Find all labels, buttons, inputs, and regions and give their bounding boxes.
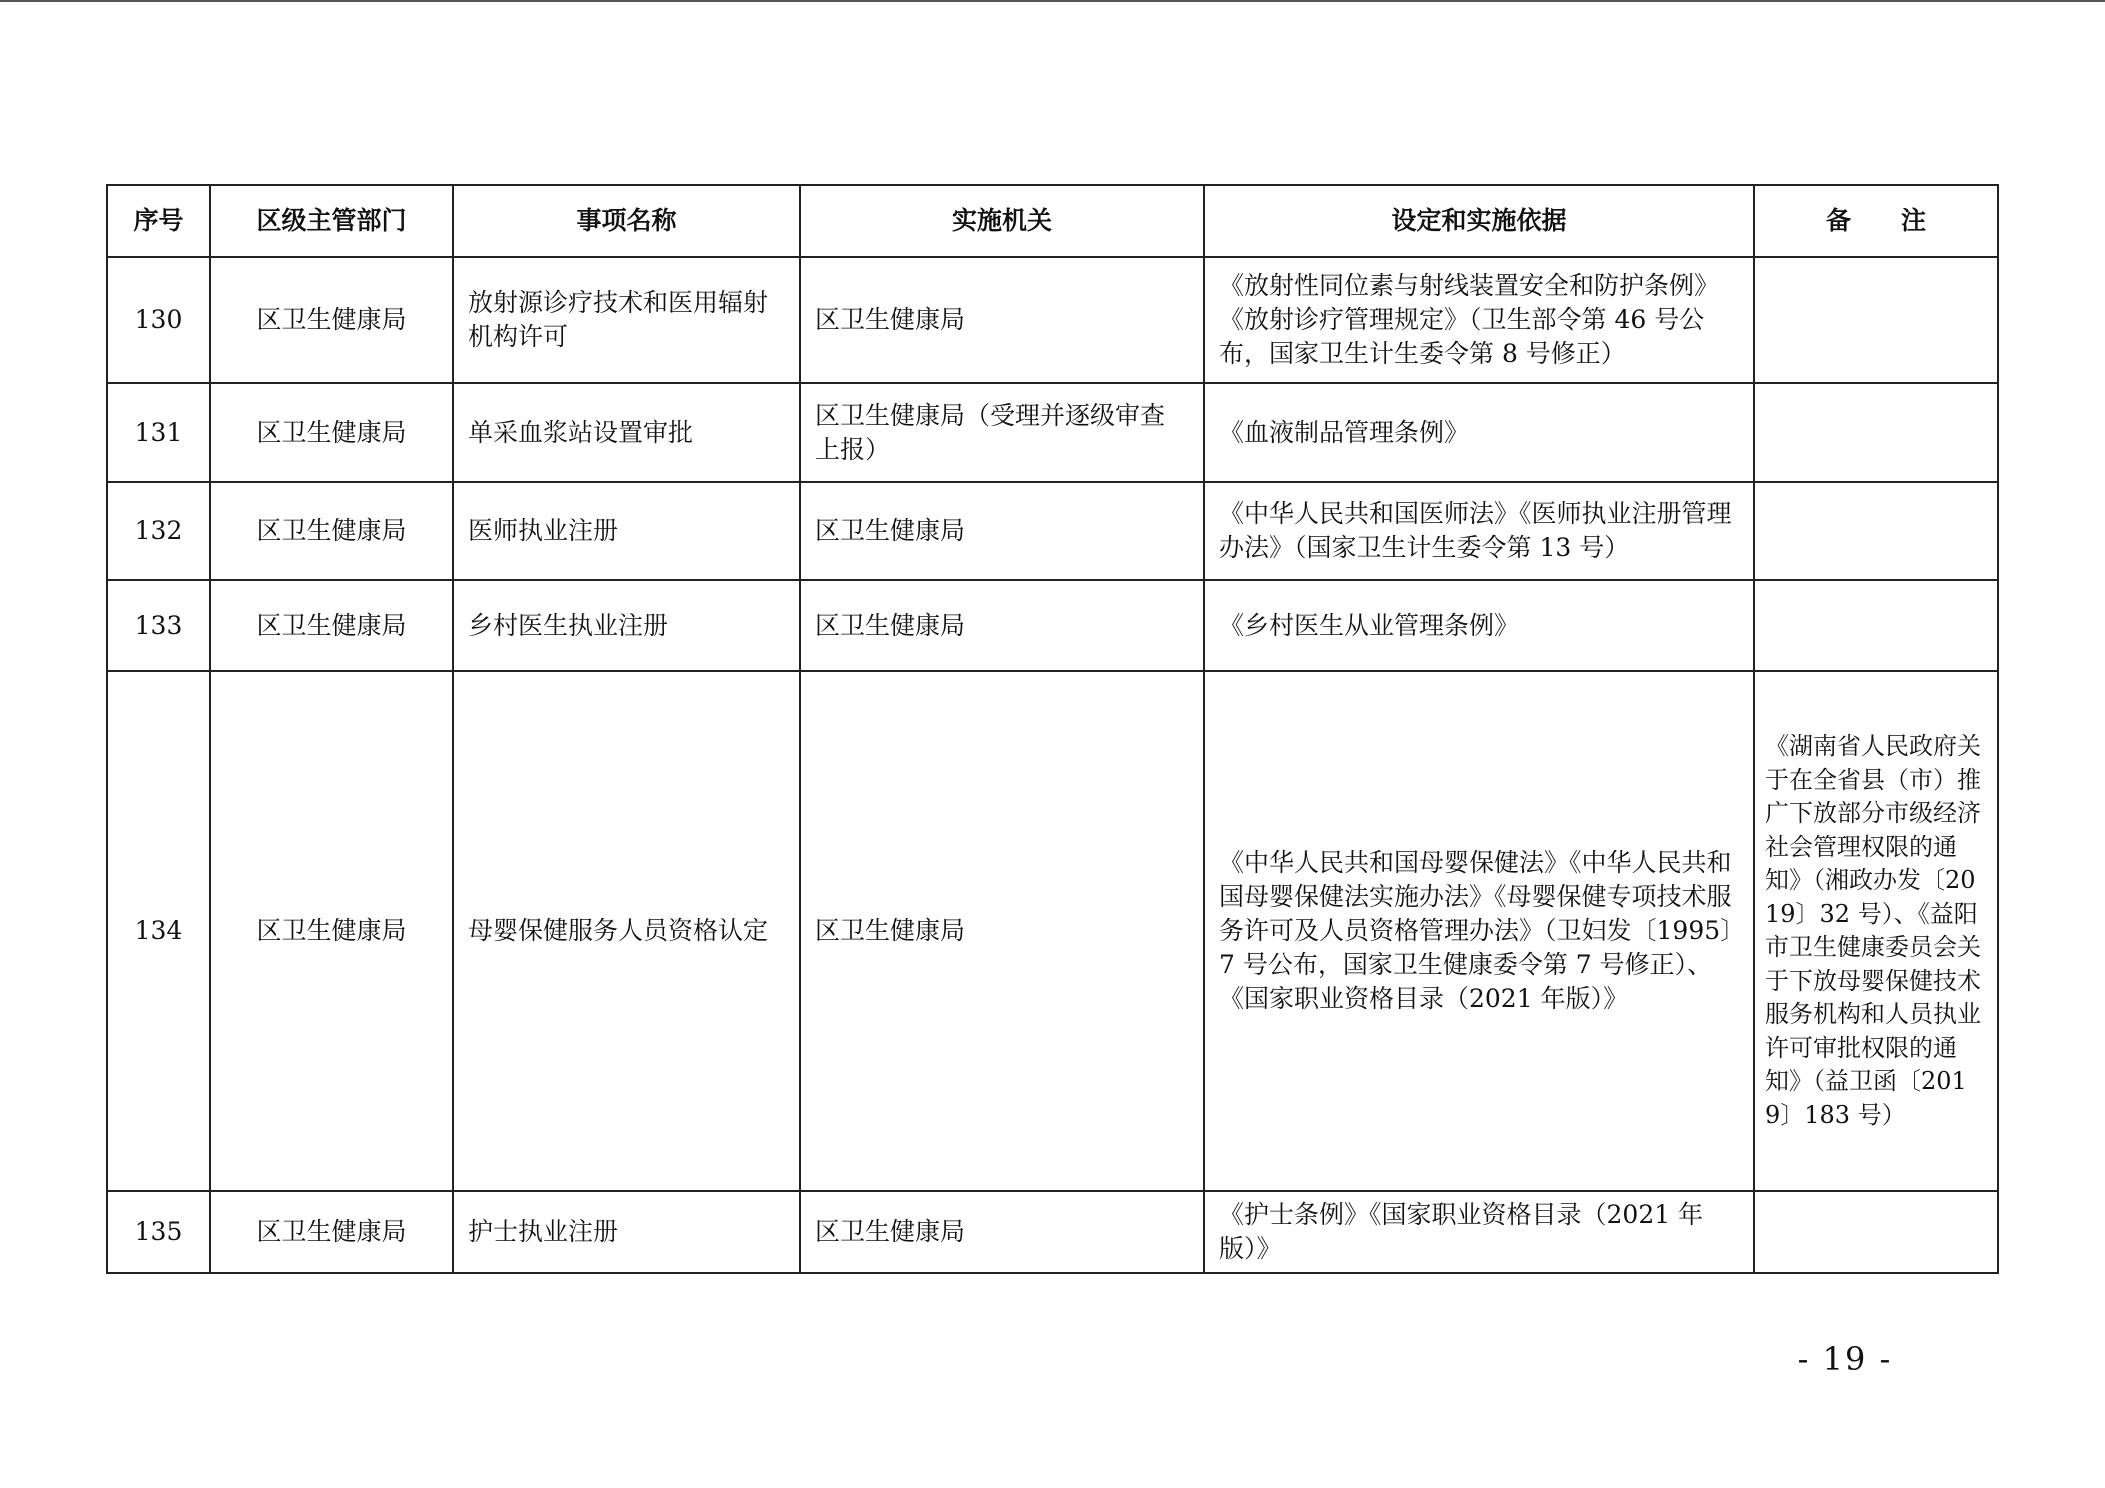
row-agency: 区卫生健康局 [800, 1191, 1204, 1273]
row-basis: 《中华人民共和国医师法》《医师执业注册管理办法》（国家卫生计生委令第 13 号） [1204, 482, 1754, 580]
row-basis: 《护士条例》《国家职业资格目录（2021 年版）》 [1204, 1191, 1754, 1273]
row-agency: 区卫生健康局 [800, 257, 1204, 383]
table-row [107, 257, 1998, 383]
top-rule [0, 0, 2105, 2]
approval-items-table [106, 184, 1999, 1274]
header-note: 备 注 [1754, 185, 1998, 257]
row-agency: 区卫生健康局 [800, 671, 1204, 1191]
row-basis: 《放射性同位素与射线装置安全和防护条例》《放射诊疗管理规定》（卫生部令第 46 号公布，国家卫生计生委令第 8 号修正） [1204, 257, 1754, 383]
row-num: 135 [107, 1191, 210, 1273]
row-num: 130 [107, 257, 210, 383]
row-num: 133 [107, 580, 210, 671]
row-dept: 区卫生健康局 [210, 383, 453, 482]
header-item: 事项名称 [453, 185, 800, 257]
row-note [1754, 1191, 1998, 1273]
row-num: 134 [107, 671, 210, 1191]
row-dept: 区卫生健康局 [210, 257, 453, 383]
row-basis: 《中华人民共和国母婴保健法》《中华人民共和国母婴保健法实施办法》《母婴保健专项技术服务许可及人员资格管理办法》（卫妇发〔1995〕7 号公布，国家卫生健康委令第 7 号修正）、《国家职业资格目录（2021 年版）》 [1204, 671, 1754, 1191]
row-item: 放射源诊疗技术和医用辐射机构许可 [453, 257, 800, 383]
row-item: 医师执业注册 [453, 482, 800, 580]
row-item: 母婴保健服务人员资格认定 [453, 671, 800, 1191]
table-row [107, 383, 1998, 482]
table-row [107, 671, 1998, 1191]
row-agency: 区卫生健康局 [800, 580, 1204, 671]
row-basis: 《血液制品管理条例》 [1204, 383, 1754, 482]
row-basis: 《乡村医生从业管理条例》 [1204, 580, 1754, 671]
row-note [1754, 383, 1998, 482]
table-row [107, 482, 1998, 580]
row-item: 护士执业注册 [453, 1191, 800, 1273]
header-agency: 实施机关 [800, 185, 1204, 257]
row-agency: 区卫生健康局 [800, 482, 1204, 580]
table-row [107, 1191, 1998, 1273]
row-dept: 区卫生健康局 [210, 482, 453, 580]
header-dept: 区级主管部门 [210, 185, 453, 257]
row-note [1754, 257, 1998, 383]
page-number: - 19 - [1797, 1340, 1893, 1378]
row-agency: 区卫生健康局（受理并逐级审查上报） [800, 383, 1204, 482]
row-dept: 区卫生健康局 [210, 580, 453, 671]
row-num: 131 [107, 383, 210, 482]
table-header-row [107, 185, 1998, 257]
row-dept: 区卫生健康局 [210, 671, 453, 1191]
row-num: 132 [107, 482, 210, 580]
header-num: 序号 [107, 185, 210, 257]
header-basis: 设定和实施依据 [1204, 185, 1754, 257]
row-note [1754, 482, 1998, 580]
row-note [1754, 580, 1998, 671]
table-row [107, 580, 1998, 671]
row-item: 乡村医生执业注册 [453, 580, 800, 671]
row-dept: 区卫生健康局 [210, 1191, 453, 1273]
row-item: 单采血浆站设置审批 [453, 383, 800, 482]
row-note: 《湖南省人民政府关于在全省县（市）推广下放部分市级经济社会管理权限的通知》（湘政办发〔2019〕32 号）、《益阳市卫生健康委员会关于下放母婴保健技术服务机构和人员执业许可审批权限的通知》（益卫函〔2019〕183 号） [1754, 671, 1998, 1191]
